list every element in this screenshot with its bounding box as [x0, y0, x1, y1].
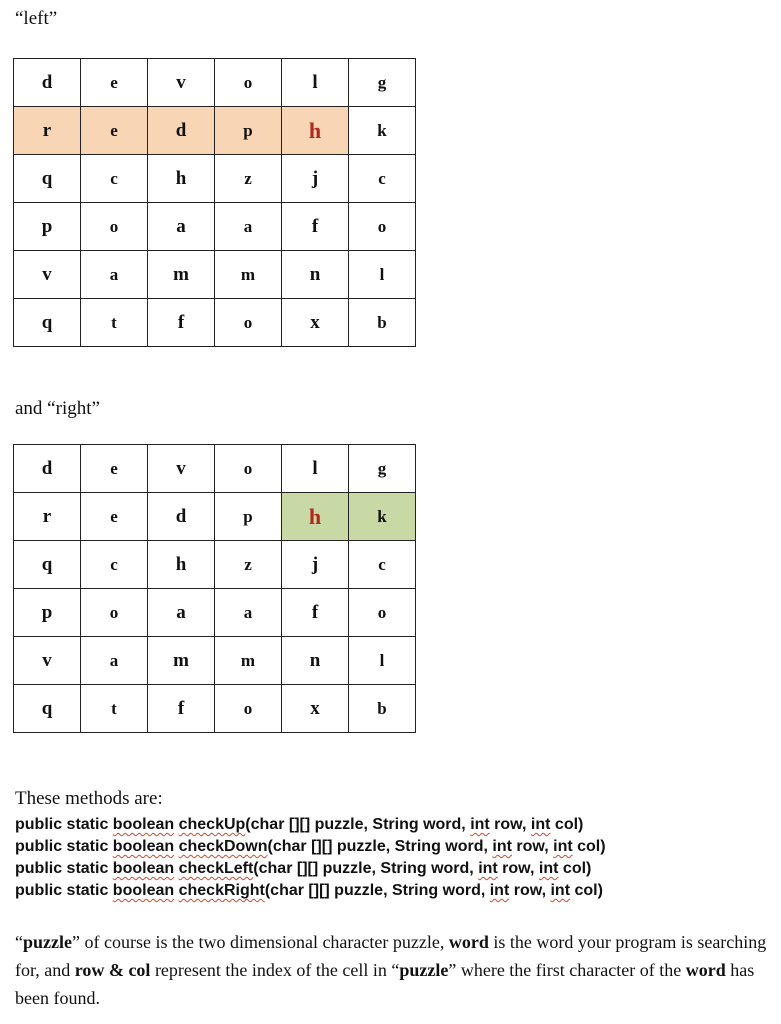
grid-cell: r [14, 493, 81, 541]
text: has been found. [15, 960, 755, 1008]
puzzle-grid-right [13, 444, 416, 733]
grid-cell: j [282, 541, 349, 589]
grid-cell: a [81, 637, 148, 685]
code-token: int [489, 882, 510, 899]
grid-cell: o [215, 59, 282, 107]
grid-cell: l [282, 445, 349, 493]
grid-row [14, 251, 416, 299]
grid-row [14, 107, 416, 155]
grid-row [14, 299, 416, 347]
grid-cell: v [148, 59, 215, 107]
code-token: row, [511, 838, 554, 855]
grid-cell: a [148, 589, 215, 637]
grid-cell: n [282, 251, 349, 299]
grid-cell: o [215, 299, 282, 347]
method-line-check-left [15, 858, 606, 880]
grid-cell: o [81, 589, 148, 637]
grid-cell: o [349, 203, 416, 251]
code-token: row, [509, 882, 551, 899]
code-token: col) [572, 838, 606, 855]
grid-cell: m [215, 637, 282, 685]
grid-cell: n [282, 637, 349, 685]
grid-cell: v [148, 445, 215, 493]
code-token: (char [][] puzzle, String word, [264, 882, 490, 899]
grid-cell: k [349, 107, 416, 155]
grid-cell: f [148, 685, 215, 733]
code-token: int [550, 882, 571, 899]
grid-cell: q [14, 299, 81, 347]
grid-cell: q [14, 155, 81, 203]
grid-cell: t [81, 299, 148, 347]
method-line-check-up [15, 814, 606, 836]
text: is the word your program is searching for, and [15, 932, 767, 980]
grid-cell: f [148, 299, 215, 347]
grid-cell: x [282, 299, 349, 347]
grid-cell: g [349, 59, 416, 107]
grid-cell: a [148, 203, 215, 251]
code-token: col) [558, 860, 592, 877]
grid-row [14, 155, 416, 203]
grid-cell: d [148, 107, 215, 155]
grid-cell: p [215, 107, 282, 155]
grid-cell: a [215, 203, 282, 251]
code-token: int [553, 838, 573, 855]
code-token: boolean [112, 882, 175, 899]
grid-cell: c [349, 541, 416, 589]
code-token: int [478, 860, 498, 877]
grid-cell: c [81, 155, 148, 203]
grid-cell: c [81, 541, 148, 589]
grid-row [14, 589, 416, 637]
method-name: checkUp [178, 816, 246, 833]
grid-cell: h [282, 107, 349, 155]
puzzle-grid-left [13, 58, 416, 347]
grid-cell: q [14, 685, 81, 733]
grid-cell: o [215, 445, 282, 493]
code-token: int [470, 816, 490, 833]
left-caption: “left” [15, 8, 58, 29]
code-token: public static [15, 816, 113, 833]
grid-cell: j [282, 155, 349, 203]
code-token: col) [550, 816, 584, 833]
text: represent the index of the cell in “ [150, 960, 400, 980]
method-line-check-right [15, 880, 606, 902]
grid-row [14, 541, 416, 589]
method-name: checkLeft [178, 860, 254, 877]
grid-cell: e [81, 107, 148, 155]
method-name: checkRight [178, 882, 265, 899]
code-token: boolean [112, 838, 175, 855]
grid-cell: h [282, 493, 349, 541]
grid-cell: l [282, 59, 349, 107]
methods-title: These methods are: [15, 788, 163, 809]
term-word: word [685, 960, 726, 980]
grid-cell: o [81, 203, 148, 251]
term-puzzle: puzzle [23, 932, 72, 952]
description-paragraph [15, 928, 775, 1012]
grid-cell: v [14, 251, 81, 299]
grid-cell: d [14, 59, 81, 107]
grid-cell: o [215, 685, 282, 733]
grid-row [14, 203, 416, 251]
text: ” where the first character of the [448, 960, 686, 980]
grid-cell: f [282, 589, 349, 637]
grid-cell: h [148, 541, 215, 589]
term-row: row [74, 960, 105, 980]
grid-row [14, 59, 416, 107]
grid-cell: d [148, 493, 215, 541]
grid-cell: e [81, 445, 148, 493]
grid-cell: p [14, 203, 81, 251]
code-token: (char [][] puzzle, String word, [253, 860, 479, 877]
code-token: public static [15, 882, 113, 899]
grid-row [14, 637, 416, 685]
grid-cell: p [14, 589, 81, 637]
term-amp: & [104, 960, 129, 980]
code-token: int [530, 816, 551, 833]
grid-cell: b [349, 685, 416, 733]
grid-row [14, 493, 416, 541]
grid-cell: a [215, 589, 282, 637]
grid-cell: t [81, 685, 148, 733]
grid-cell: b [349, 299, 416, 347]
code-token: col) [570, 882, 603, 899]
code-token: row, [489, 816, 531, 833]
code-token: public static [15, 838, 113, 855]
grid-cell: e [81, 59, 148, 107]
grid-cell: e [81, 493, 148, 541]
text: “ [15, 932, 23, 952]
grid-cell: z [215, 541, 282, 589]
grid-cell: h [148, 155, 215, 203]
grid-cell: f [282, 203, 349, 251]
method-line-check-down [15, 836, 606, 858]
grid-cell: c [349, 155, 416, 203]
grid-cell: o [349, 589, 416, 637]
grid-cell: p [215, 493, 282, 541]
grid-cell: k [349, 493, 416, 541]
grid-cell: x [282, 685, 349, 733]
grid-row [14, 445, 416, 493]
term-puzzle: puzzle [399, 960, 449, 980]
code-token: int [538, 860, 559, 877]
method-name: checkDown [178, 838, 268, 855]
grid-cell: l [349, 251, 416, 299]
grid-cell: r [14, 107, 81, 155]
right-caption: and “right” [15, 398, 100, 419]
grid-cell: z [215, 155, 282, 203]
grid-cell: d [14, 445, 81, 493]
code-token: public static [15, 860, 113, 877]
text: ” of course is the two dimensional character puzzle, [72, 932, 449, 952]
grid-cell: q [14, 541, 81, 589]
grid-cell: l [349, 637, 416, 685]
code-token: row, [497, 860, 539, 877]
grid-cell: g [349, 445, 416, 493]
code-token: boolean [112, 860, 175, 877]
code-token: boolean [112, 816, 175, 833]
grid-cell: a [81, 251, 148, 299]
grid-cell: v [14, 637, 81, 685]
code-token: (char [][] puzzle, String word, [267, 838, 493, 855]
grid-cell: m [215, 251, 282, 299]
code-token: (char [][] puzzle, String word, [245, 816, 471, 833]
grid-cell: m [148, 251, 215, 299]
grid-cell: m [148, 637, 215, 685]
term-col: col [128, 960, 151, 980]
grid-row [14, 685, 416, 733]
term-word: word [448, 932, 489, 952]
method-signatures [15, 814, 606, 902]
code-token: int [492, 838, 512, 855]
